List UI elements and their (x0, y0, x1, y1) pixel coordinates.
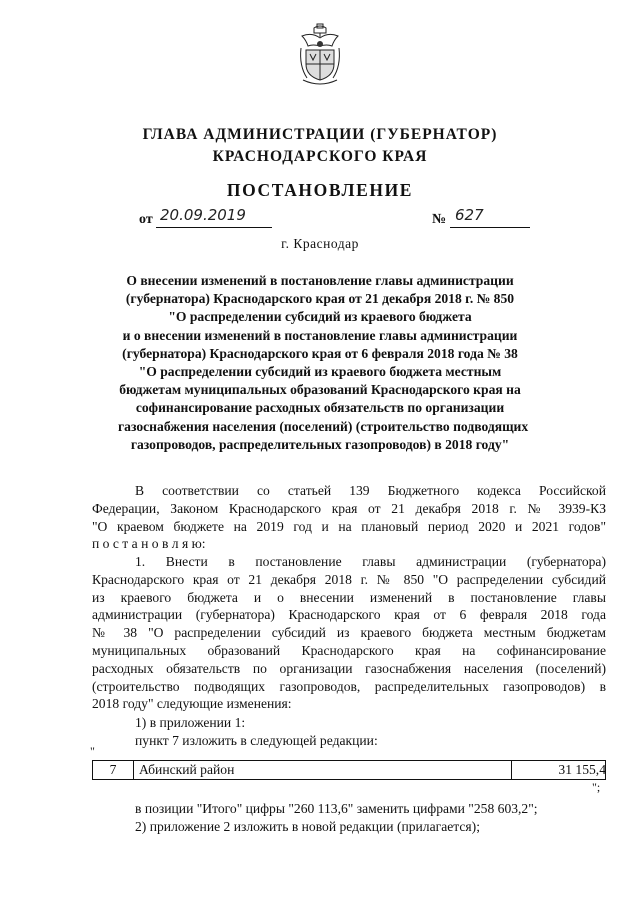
closing-items (92, 800, 606, 836)
preamble-line: п о с т а н о в л я ю: (92, 536, 206, 552)
preamble-line: "О краевом бюджете на 2019 год и на плановый период 2020 и 2021 годов" (92, 518, 606, 534)
item-1 (92, 553, 606, 713)
subitem-2: 2) приложение 2 изложить в новой редакции (прилагается); (135, 818, 480, 834)
date-label: от (139, 212, 153, 227)
amendment-table-row (92, 760, 606, 780)
number-field (450, 205, 530, 228)
city-name: г. Краснодар (281, 236, 359, 251)
subject-line: О внесении изменений в постановление главы администрации (126, 273, 514, 288)
coat-of-arms-emblem (297, 20, 343, 86)
subject-line: (губернатора) Краснодарского края от 21 декабря 2018 г. № 850 (125, 291, 515, 307)
org-name-line1: ГЛАВА АДМИНИСТРАЦИИ (ГУБЕРНАТОР) (142, 126, 498, 143)
subitem-1: 1) в приложении 1: (135, 715, 246, 730)
subject-line: газоснабжения населения (поселений) (строительство подводящих (118, 418, 529, 434)
item-1-line: Краснодарского края от 21 декабря 2018 г. № 850 "О распределении субсидий (92, 571, 606, 587)
preamble (92, 482, 606, 553)
preamble-line: В соответствии со статьей 139 Бюджетного кодекса Российской (135, 483, 606, 498)
table-cell-number: 7 (93, 761, 134, 779)
document-type-title: ПОСТАНОВЛЕНИЕ (226, 180, 414, 200)
item-1-line: из краевого бюджета и о внесении изменений в постановление главы (92, 589, 606, 605)
item-1-line: муниципальных образований Краснодарского края на софинансирование (92, 642, 606, 658)
item-1-line: расходных обязательств по организации газоснабжения населения (поселений) (92, 660, 606, 676)
date-value: 20.09.2019 (160, 206, 246, 224)
number-value: 627 (455, 206, 484, 224)
close-quote: "; (592, 780, 601, 794)
subject-line: (губернатора) Краснодарского края от 6 февраля 2018 года № 38 (122, 345, 518, 361)
item-1-line: 2018 году" следующие изменения: (92, 696, 292, 712)
number-label: № (432, 212, 447, 227)
item-1-line: администрации (губернатора) Краснодарского края от 6 февраля 2018 года (92, 607, 606, 623)
document-subject (118, 272, 529, 454)
subitem-1-block (92, 714, 606, 750)
item-1-line: (строительство подводящих газопроводов, распределительных газопроводов) в (92, 678, 606, 694)
preamble-line: Федерации, Законом Краснодарского края от 21 декабря 2018 г. № 3939-КЗ (92, 500, 606, 516)
subject-line: софинансирование расходных обязательств по организации (135, 400, 505, 416)
subject-line: "О распределении субсидий из краевого бюджета (168, 309, 472, 325)
point-7-instruction: пункт 7 изложить в следующей редакции: (135, 732, 378, 748)
subject-line: бюджетам муниципальных образований Краснодарского края на (119, 382, 521, 398)
subject-line: газопроводов, распределительных газопроводов) в 2018 году" (130, 436, 510, 452)
table-cell-district: Абинский район (139, 762, 235, 777)
org-name-line2: КРАСНОДАРСКОГО КРАЯ (212, 148, 428, 165)
item-1-line: № 38 "О распределении субсидий из краевого бюджета местным бюджетам (92, 625, 606, 641)
open-quote: " (90, 744, 95, 758)
subject-line: и о внесении изменений в постановление главы администрации (122, 327, 518, 343)
table-cell-amount: 31 155,4 (511, 761, 606, 779)
itogo-change: в позиции "Итого" цифры "260 113,6" заменить цифрами "258 603,2"; (135, 801, 538, 816)
item-1-line: 1. Внести в постановление главы администрации (губернатора) (135, 554, 606, 569)
date-field (156, 205, 272, 228)
subject-line: "О распределении субсидий из краевого бюджета местным (138, 364, 502, 380)
